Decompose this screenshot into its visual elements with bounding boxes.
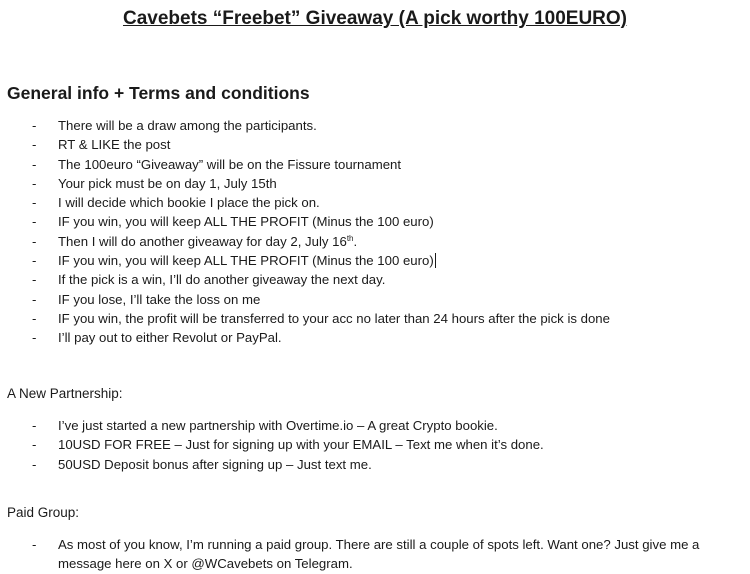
profit-text: IF you win, you will keep ALL THE PROFIT (Minus the 100 euro): [58, 253, 434, 269]
list-item-text: I’ve just started a new partnership with Overtime.io – A great Crypto bookie.: [58, 418, 498, 433]
list-item-text: If the pick is a win, I’ll do another giveaway the next day.: [58, 272, 386, 288]
list-item-text: I’ll pay out to either Revolut or PayPal.: [58, 330, 282, 346]
dash-bullet: -: [32, 195, 37, 211]
paid-group-text-line-1: As most of you know, I’m running a paid group. There are still a couple of spots left. Want one? Just give me a: [58, 537, 700, 552]
document-title: Cavebets “Freebet” Giveaway (A pick worthy 100EURO): [122, 8, 628, 29]
partnership-heading: A New Partnership:: [7, 386, 123, 401]
sentence-period: .: [353, 233, 358, 249]
list-item-text: IF you win, the profit will be transferred to your acc no later than 24 hours after the pick is done: [58, 310, 610, 326]
dash-bullet: -: [32, 310, 37, 326]
dash-bullet: -: [32, 233, 37, 249]
dash-bullet: -: [32, 537, 37, 552]
list-item-text-with-cursor[interactable]: [58, 251, 436, 270]
dash-bullet: -: [32, 175, 37, 191]
dash-bullet: -: [32, 330, 37, 346]
list-item-text: 10USD FOR FREE – Just for signing up with your EMAIL – Text me when it’s done.: [58, 437, 544, 453]
text-cursor: [435, 253, 436, 268]
dash-bullet: -: [32, 272, 37, 288]
list-item-text: I will decide which bookie I place the pick on.: [58, 195, 320, 211]
dash-bullet: -: [32, 437, 37, 453]
dash-bullet: -: [32, 156, 37, 172]
ordinal-superscript: th: [346, 233, 354, 243]
dash-bullet: -: [32, 253, 37, 269]
list-item-text: IF you lose, I’ll take the loss on me: [58, 291, 261, 307]
dash-bullet: -: [32, 456, 37, 472]
terms-heading: General info + Terms and conditions: [7, 83, 310, 103]
list-item-text: Your pick must be on day 1, July 15th: [58, 175, 277, 191]
list-item-text: 50USD Deposit bonus after signing up – Just text me.: [58, 456, 372, 472]
day2-text: Then I will do another giveaway for day 2, July 16: [58, 233, 347, 249]
list-item-text-day2: [58, 232, 357, 251]
dash-bullet: -: [32, 418, 37, 433]
list-item-text: IF you win, you will keep ALL THE PROFIT (Minus the 100 euro): [58, 214, 434, 230]
paid-group-heading: Paid Group:: [7, 505, 80, 520]
dash-bullet: -: [32, 118, 37, 133]
dash-bullet: -: [32, 214, 37, 230]
paid-group-text-line-2: message here on X or @WCavebets on Telegram.: [58, 556, 353, 571]
list-item-text: There will be a draw among the participants.: [58, 118, 317, 133]
list-item-text: The 100euro “Giveaway” will be on the Fissure tournament: [58, 156, 402, 172]
dash-bullet: -: [32, 137, 37, 153]
dash-bullet: -: [32, 291, 37, 307]
list-item-text: RT & LIKE the post: [58, 137, 171, 153]
